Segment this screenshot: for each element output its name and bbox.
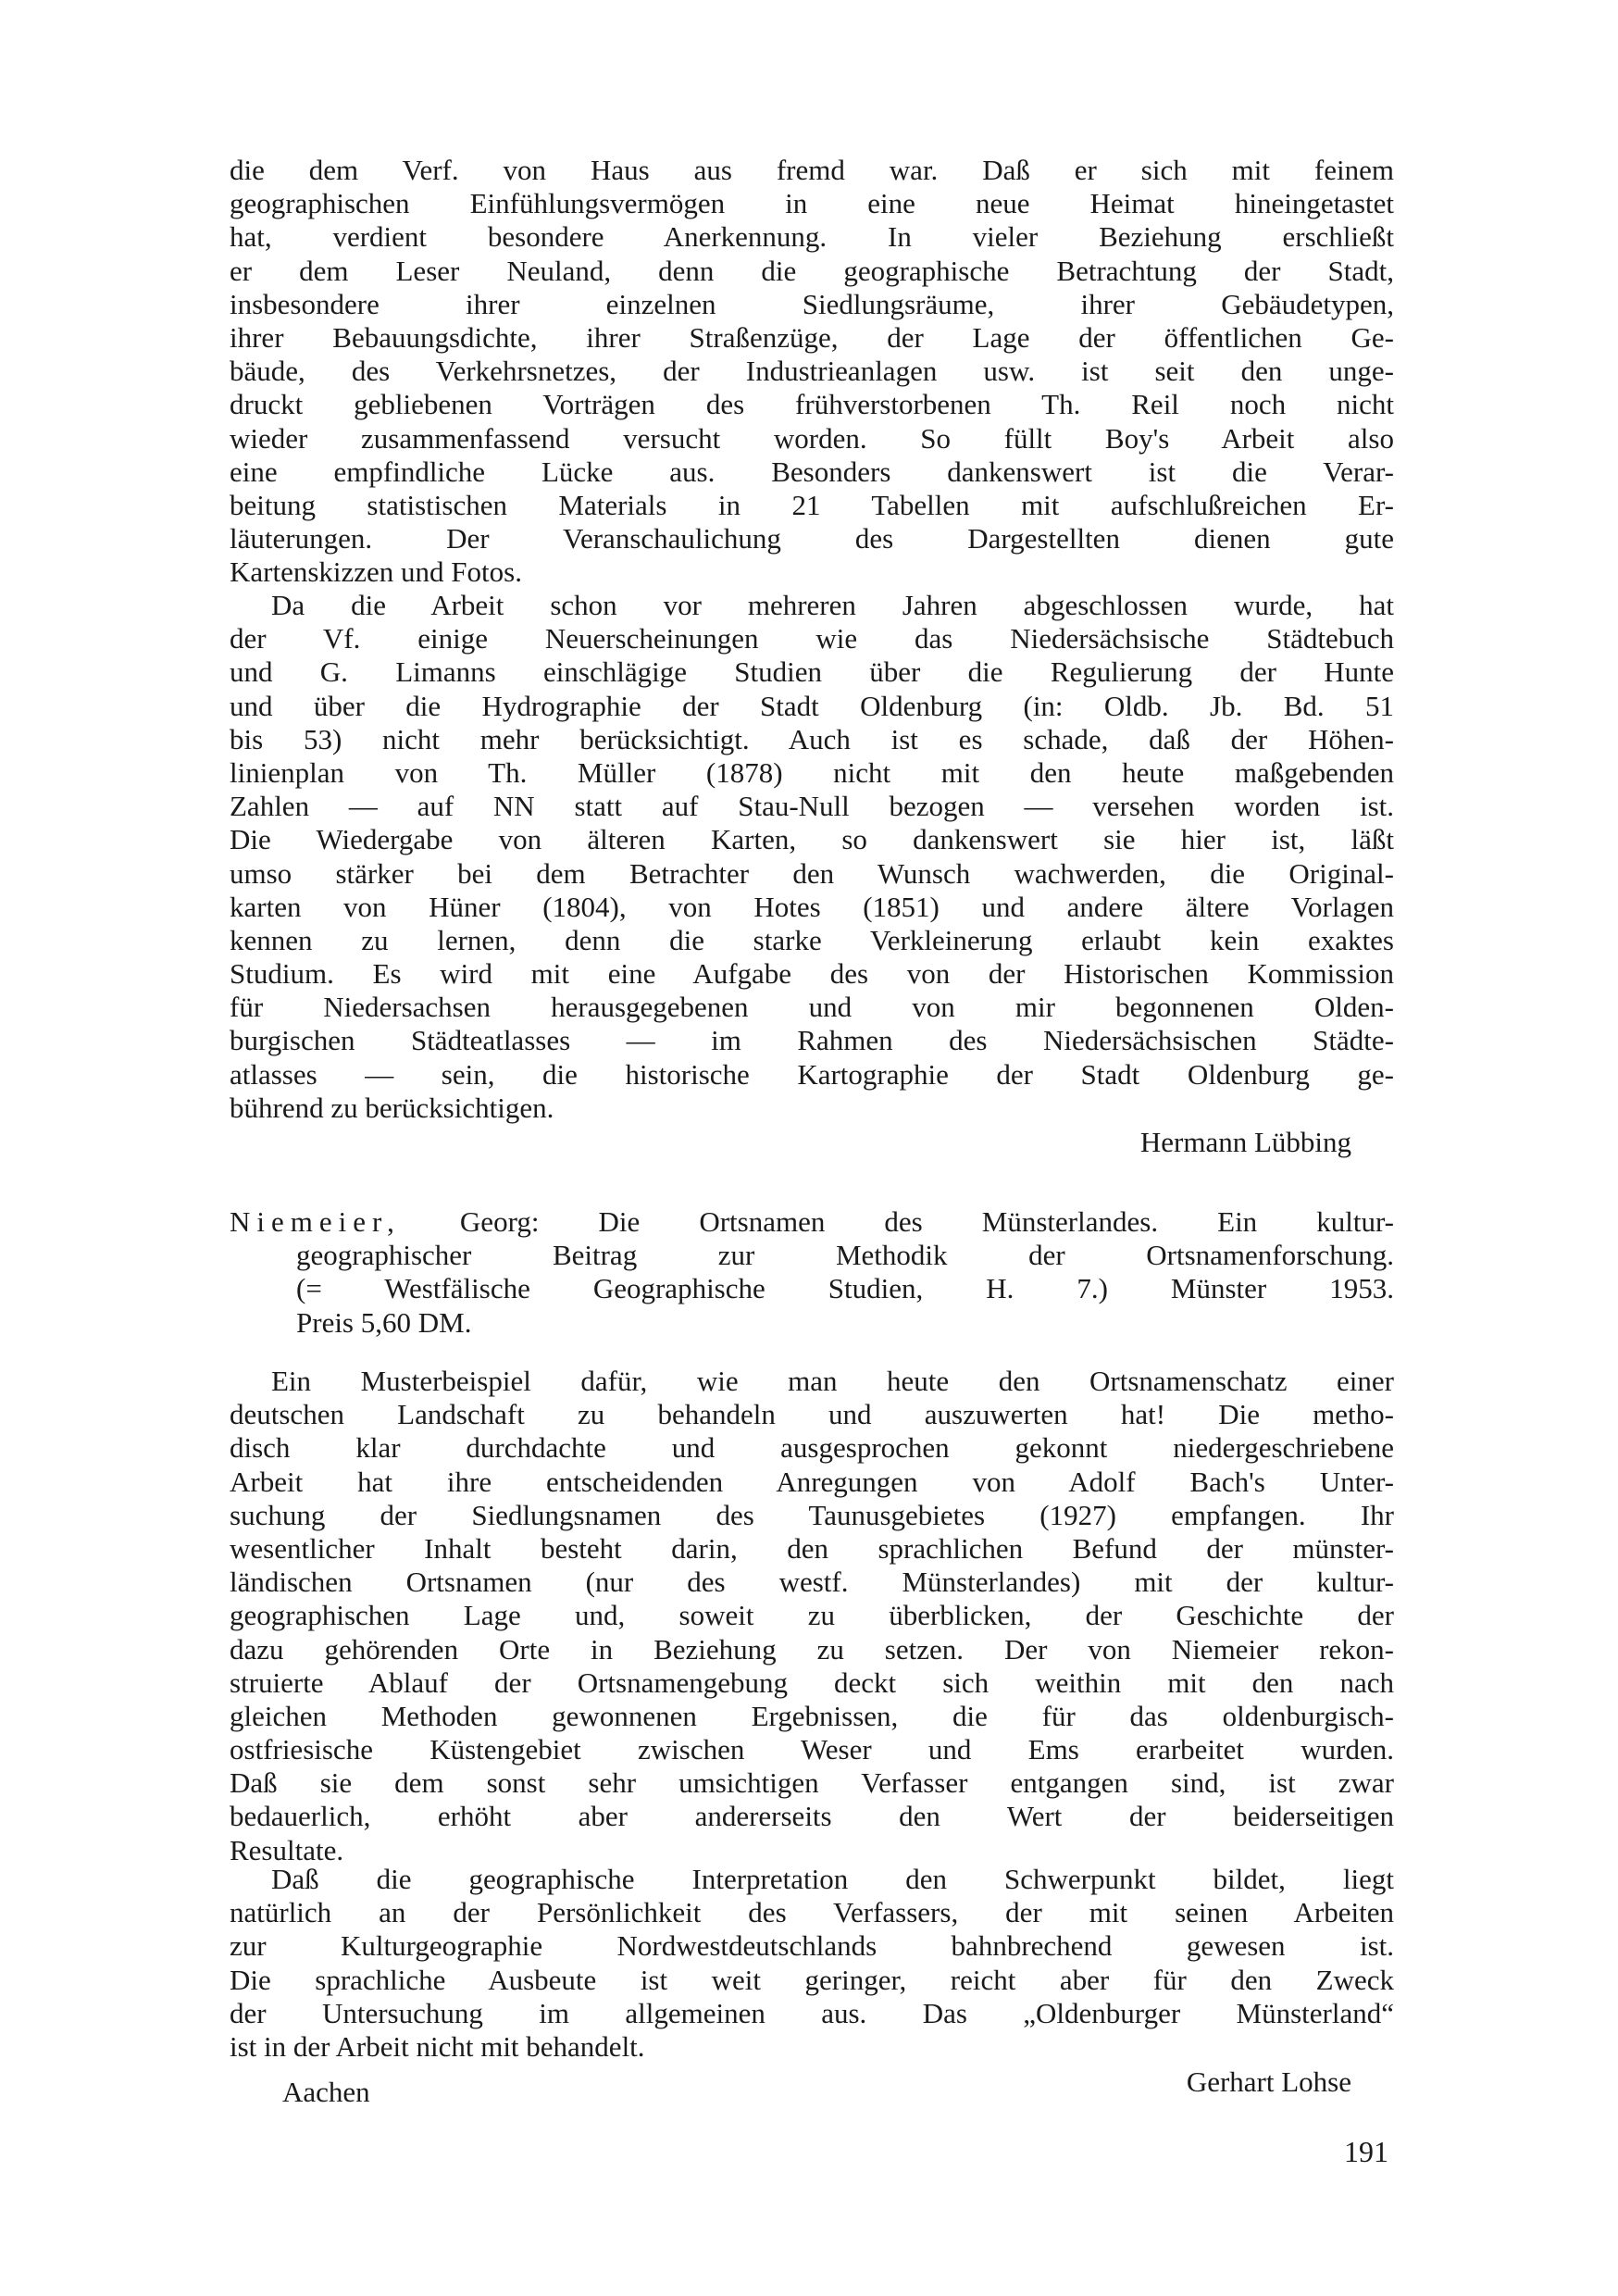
text-line: natürlich an der Persönlichkeit des Verfassers, der mit seinen Arbeiten: [230, 1896, 1394, 1929]
text-line: und G. Limanns einschlägige Studien über die Regulierung der Hunte: [230, 655, 1394, 689]
text-line: eine empfindliche Lücke aus. Besonders dankenswert ist die Verar-: [230, 455, 1394, 488]
text-line: linienplan von Th. Müller (1878) nicht mit den heute maßgebenden: [230, 755, 1394, 789]
review1-signature: Hermann Lübbing: [1139, 1126, 1351, 1158]
text-line: beitung statistischen Materials in 21 Tabellen mit aufschlußreichen Er-: [230, 488, 1394, 521]
text-line: kennen zu lernen, denn die starke Verkleinerung erlaubt kein exaktes: [230, 923, 1394, 956]
review2-paragraph-2: [230, 1863, 1394, 2064]
text-line: er dem Leser Neuland, denn die geographische Betrachtung der Stadt,: [230, 254, 1394, 287]
text-line: insbesondere ihrer einzelnen Siedlungsräume, ihrer Gebäudetypen,: [230, 287, 1394, 320]
review2-signature: Gerhart Lohse: [1186, 2065, 1351, 2098]
text-line: wesentlicher Inhalt besteht darin, den sprachlichen Befund der münster-: [230, 1531, 1394, 1565]
text-line: Preis 5,60 DM.: [296, 1305, 472, 1339]
text-line: ist in der Arbeit nicht mit behandelt.: [230, 2029, 645, 2063]
text-line: Die sprachliche Ausbeute ist weit geringer, reicht aber für den Zweck: [230, 1963, 1394, 1996]
text-line: karten von Hüner (1804), von Hotes (1851) und andere ältere Vorlagen: [230, 890, 1394, 923]
text-line: läuterungen. Der Veranschaulichung des Dargestellten dienen gute: [230, 522, 1394, 555]
text-line: und über die Hydrographie der Stadt Oldenburg (in: Oldb. Jb. Bd. 51: [230, 689, 1394, 722]
text-line: ihrer Bebauungsdichte, ihrer Straßenzüge, der Lage der öffentlichen Ge-: [230, 320, 1394, 354]
review2-heading: [230, 1205, 1394, 1340]
text-line: geographischen Einfühlungsvermögen in eine neue Heimat hineingetastet: [230, 187, 1394, 220]
text-line: [230, 1205, 1394, 1239]
text-line: ostfriesische Küstengebiet zwischen Weser und Ems erarbeitet wurden.: [230, 1733, 1394, 1766]
page-number: 191: [1344, 2135, 1388, 2168]
text-line: hat, verdient besondere Anerkennung. In vieler Beziehung erschließt: [230, 220, 1394, 254]
text-line: die dem Verf. von Haus aus fremd war. Daß er sich mit feinem: [230, 154, 1394, 186]
text-line: der Untersuchung im allgemeinen aus. Das „Oldenburger Münsterland“: [230, 1996, 1394, 2029]
author-name: Niemeier,: [230, 1205, 401, 1238]
text-line: wieder zusammenfassend versucht worden. So füllt Boy's Arbeit also: [230, 421, 1394, 455]
text-line: für Niedersachsen herausgegebenen und von mir begonnenen Olden-: [230, 991, 1394, 1024]
review2-place: Aachen: [282, 2076, 370, 2108]
text-line: geographischen Lage und, soweit zu überblicken, der Geschichte der: [230, 1599, 1394, 1632]
text-line: bis 53) nicht mehr berücksichtigt. Auch ist es schade, daß der Höhen-: [230, 722, 1394, 755]
text-line: Kartenskizzen und Fotos.: [230, 555, 522, 589]
text-line: deutschen Landschaft zu behandeln und auszuwerten hat! Die metho-: [230, 1398, 1394, 1431]
text-line: atlasses — sein, die historische Kartographie der Stadt Oldenburg ge-: [230, 1057, 1394, 1091]
heading-text: Georg: Die Ortsnamen des Münsterlandes. Ein kultur-: [459, 1205, 1395, 1238]
text-line: Resultate.: [230, 1833, 344, 1866]
text-line: Die Wiedergabe von älteren Karten, so dankenswert sie hier ist, läßt: [230, 823, 1394, 856]
review2-paragraph-1: [230, 1365, 1394, 1867]
text-line: gleichen Methoden gewonnenen Ergebnissen, die für das oldenburgisch-: [230, 1699, 1394, 1732]
text-line: bührend zu berücksichtigen.: [230, 1091, 554, 1124]
text-line: dazu gehörenden Orte in Beziehung zu setzen. Der von Niemeier rekon-: [230, 1632, 1394, 1666]
text-line: Da die Arbeit schon vor mehreren Jahren abgeschlossen wurde, hat: [271, 589, 1394, 621]
text-line: umso stärker bei dem Betrachter den Wunsch wachwerden, die Original-: [230, 856, 1394, 890]
text-line: der Vf. einige Neuerscheinungen wie das Niedersächsische Städtebuch: [230, 622, 1394, 655]
text-line: suchung der Siedlungsnamen des Taunusgebietes (1927) empfangen. Ihr: [230, 1498, 1394, 1531]
text-line: Ein Musterbeispiel dafür, wie man heute den Ortsnamenschatz einer: [271, 1365, 1394, 1397]
text-line: Daß sie dem sonst sehr umsichtigen Verfasser entgangen sind, ist zwar: [230, 1766, 1394, 1800]
text-line: geographischer Beitrag zur Methodik der Ortsnamenforschung.: [296, 1239, 1394, 1272]
text-line: Zahlen — auf NN statt auf Stau-Null bezogen — versehen worden ist.: [230, 790, 1394, 823]
text-line: struierte Ablauf der Ortsnamengebung deckt sich weithin mit den nach: [230, 1666, 1394, 1699]
text-line: (= Westfälische Geographische Studien, H. 7.) Münster 1953.: [296, 1272, 1394, 1305]
text-line: Studium. Es wird mit eine Aufgabe des von der Historischen Kommission: [230, 957, 1394, 991]
text-line: disch klar durchdachte und ausgesprochen gekonnt niedergeschriebene: [230, 1431, 1394, 1465]
text-line: bäude, des Verkehrsnetzes, der Industrieanlagen usw. ist seit den unge-: [230, 355, 1394, 388]
text-line: burgischen Städteatlasses — im Rahmen des Niedersächsischen Städte-: [230, 1024, 1394, 1057]
text-line: bedauerlich, erhöht aber andererseits den Wert der beiderseitigen: [230, 1800, 1394, 1833]
text-line: druckt gebliebenen Vorträgen des frühverstorbenen Th. Reil noch nicht: [230, 388, 1394, 421]
text-line: Arbeit hat ihre entscheidenden Anregungen von Adolf Bach's Unter-: [230, 1465, 1394, 1498]
review1-paragraph-2: [230, 589, 1394, 1125]
text-line: Daß die geographische Interpretation den Schwerpunkt bildet, liegt: [271, 1863, 1394, 1895]
text-line: zur Kulturgeographie Nordwestdeutschlands bahnbrechend gewesen ist.: [230, 1929, 1394, 1963]
text-line: ländischen Ortsnamen (nur des westf. Münsterlandes) mit der kultur-: [230, 1566, 1394, 1599]
review1-paragraph-1: [230, 154, 1394, 589]
